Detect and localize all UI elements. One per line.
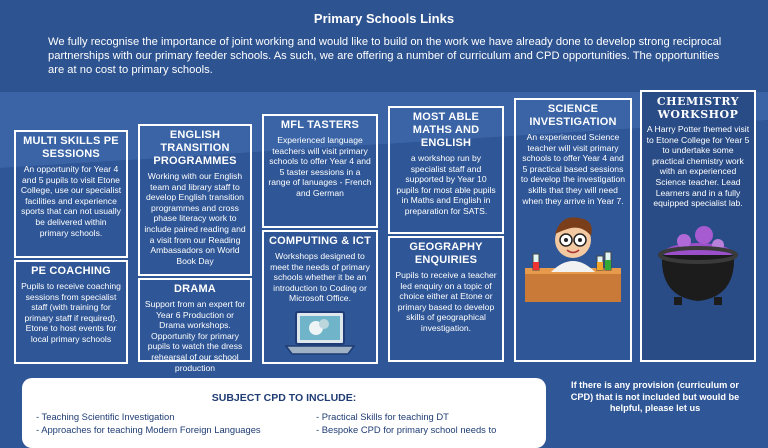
card-title: PE COACHING — [31, 265, 111, 277]
card-body: Pupils to receive coaching sessions from specialist staff (with training for primary staff if required). Etone to host events for local primary schools — [21, 281, 121, 344]
card-pe-coaching — [14, 260, 128, 364]
card-computing — [262, 230, 378, 364]
card-body: Pupils to receive a teacher led enquiry on a topic of choice either at Etone or primary based to develop skills of geographical investigation. — [395, 270, 497, 333]
card-body: A Harry Potter themed visit to Etone College for Year 5 to undertake some practical chemistry work with an experienced Science teacher. Lead Learners and in a fully equipped specialist lab. — [646, 124, 750, 209]
cauldron-illustration — [648, 213, 748, 309]
laptop-icon — [282, 308, 358, 358]
card-body: Working with our English team and library staff to develop English transition programmes and cross phase literacy work to include paired reading and a visit from our Reading Ambassadors on World Book Day — [144, 171, 246, 266]
card-chemistry — [640, 90, 756, 362]
card-title: DRAMA — [174, 283, 216, 295]
card-title: MULTI SKILLS PE SESSIONS — [23, 135, 119, 160]
cpd-left-list — [36, 410, 261, 436]
page-title: Primary Schools Links — [313, 11, 455, 26]
card-title: MOST ABLE MATHS AND ENGLISH — [412, 111, 480, 149]
card-mfl — [262, 114, 378, 228]
card-title: ENGLISH TRANSITION PROGRAMMES — [153, 129, 237, 167]
intro-text: We fully recognise the importance of joint working and would like to build on the work we have already done to develop strong reciprocal partnerships with our primary feeder schools. As such, we are offering a number of curriculum and CPD opportunities. The opportunities are at no cost to primary schools. — [48, 36, 722, 76]
cpd-right-list — [316, 410, 496, 436]
card-english — [138, 124, 252, 276]
card-body: An experienced Science teacher will visit primary schools to offer Year 4 and 5 practical based sessions to develop the investigation skills that they will need when they arrive in Year 7. — [520, 132, 626, 206]
card-title: COMPUTING & ICT — [269, 235, 371, 247]
side-note: If there is any provision (curriculum or CPD) that is not included but would be helpful, please let us — [570, 380, 740, 413]
card-title: GEOGRAPHY ENQUIRIES — [409, 241, 483, 266]
card-body: Workshops designed to meet the needs of primary schools whether it be an introduction to Coding or Microsoft Office. — [270, 251, 370, 304]
card-body: Experienced language teachers will visit primary schools to offer Year 4 and 5 taster sessions in a range of lanuages - French and German — [268, 135, 372, 198]
card-title: CHEMISTRY WORKSHOP — [656, 95, 740, 121]
cpd-item: - Teaching Scientific Investigation — [36, 411, 175, 422]
cpd-item: - Bespoke CPD for primary school needs to — [316, 424, 497, 435]
cpd-item: - Approaches for teaching Modern Foreign Languages — [36, 424, 261, 435]
card-title: MFL TASTERS — [280, 119, 360, 131]
card-body: An opportunity for Year 4 and 5 pupils to visit Etone College, use our specialist facilities and experience sports that can not usually be delivered within primary schools. — [20, 164, 122, 238]
card-science — [514, 98, 632, 362]
cpd-item: - Practical Skills for teaching DT — [316, 411, 449, 422]
card-body: Support from an expert for Year 6 Production or Drama workshops. Opportunity for primary pupils to watch the dress rehearsal of our school production — [144, 299, 246, 373]
cpd-box — [22, 378, 546, 448]
card-drama — [138, 278, 252, 373]
card-multi-skills — [14, 130, 128, 258]
card-body: a workshop run by specialist staff and supported by Year 10 pupils for most able pupils in Maths and English in preparation for SATS. — [396, 153, 496, 216]
card-maths — [388, 106, 504, 234]
cpd-heading: SUBJECT CPD TO INCLUDE: — [211, 392, 357, 404]
card-geography — [388, 236, 504, 362]
scientist-illustration — [521, 210, 625, 306]
card-title: SCIENCE INVESTIGATION — [529, 103, 617, 128]
